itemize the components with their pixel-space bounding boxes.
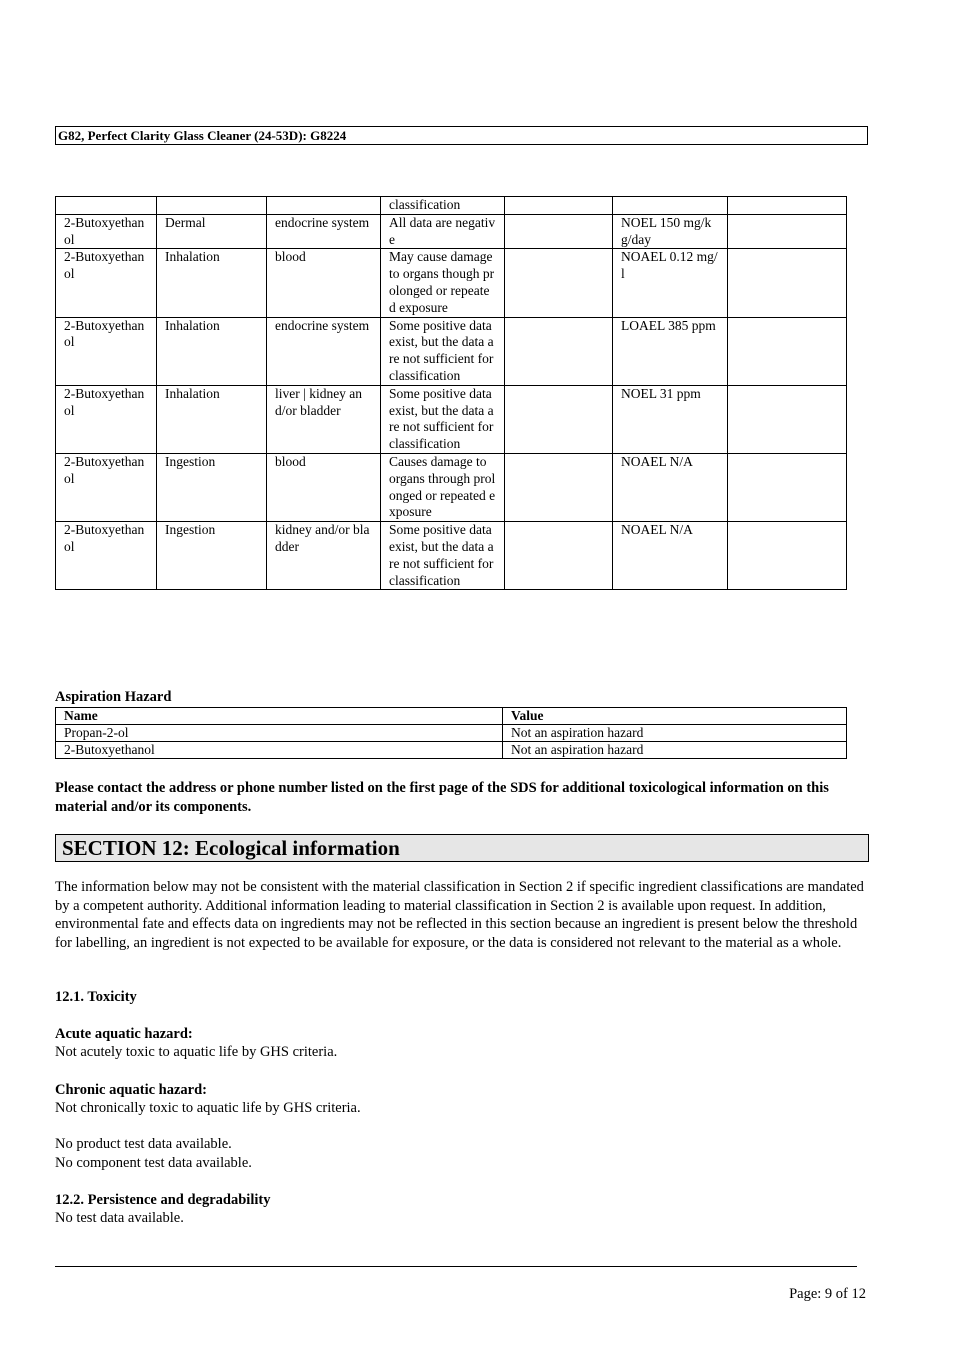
contact-note: Please contact the address or phone number listed on the first page of the SDS for additional toxicological information on this material and/or its components. — [55, 780, 829, 815]
acute-hazard-text: Not acutely toxic to aquatic life by GHS criteria. — [55, 1044, 338, 1060]
cell-value: Causes damage to organs through prolonged or repeated exposure — [381, 453, 505, 521]
cell-name: 2-Butoxyethanol — [56, 453, 157, 521]
persistence-text: No test data available. — [55, 1210, 184, 1226]
cell-species — [505, 522, 613, 590]
table-row — [56, 742, 847, 759]
aspiration-hazard-table — [55, 707, 847, 759]
cell-organ: blood — [267, 249, 381, 317]
cell-value: Not an aspiration hazard — [503, 742, 847, 759]
cell-duration — [728, 317, 847, 385]
stot-repeated-exposure-table — [55, 196, 847, 590]
cell-organ — [267, 197, 381, 215]
persistence-heading: 12.2. Persistence and degradability — [55, 1192, 271, 1208]
cell-route: Inhalation — [157, 385, 267, 453]
cell-result — [613, 197, 728, 215]
table-row — [56, 249, 847, 317]
cell-value: Not an aspiration hazard — [503, 725, 847, 742]
cell-route: Dermal — [157, 214, 267, 249]
no-product-data: No product test data available. — [55, 1136, 232, 1152]
cell-organ: kidney and/or bladder — [267, 522, 381, 590]
cell-species — [505, 385, 613, 453]
document-header: G82, Perfect Clarity Glass Cleaner (24-53D): G8224 — [55, 126, 868, 145]
table-row — [56, 522, 847, 590]
table-row — [56, 317, 847, 385]
cell-value: Some positive data exist, but the data are not sufficient for classification — [381, 522, 505, 590]
acute-hazard-heading: Acute aquatic hazard: — [55, 1026, 193, 1042]
cell-result: LOAEL 385 ppm — [613, 317, 728, 385]
table-header-row — [56, 708, 847, 725]
cell-organ: endocrine system — [267, 317, 381, 385]
cell-duration — [728, 197, 847, 215]
no-component-data: No component test data available. — [55, 1155, 252, 1171]
cell-name: Propan-2-ol — [56, 725, 503, 742]
cell-name: 2-Butoxyethanol — [56, 214, 157, 249]
cell-name: 2-Butoxyethanol — [56, 522, 157, 590]
cell-name: 2-Butoxyethanol — [56, 317, 157, 385]
cell-result: NOAEL N/A — [613, 522, 728, 590]
cell-species — [505, 453, 613, 521]
table-row — [56, 197, 847, 215]
toxicity-heading: 12.1. Toxicity — [55, 989, 137, 1005]
cell-value: Some positive data exist, but the data are not sufficient for classification — [381, 385, 505, 453]
cell-duration — [728, 385, 847, 453]
cell-name: 2-Butoxyethanol — [56, 385, 157, 453]
cell-result: NOAEL 0.12 mg/l — [613, 249, 728, 317]
cell-value: May cause damage to organs though prolonged or repeated exposure — [381, 249, 505, 317]
table-row — [56, 725, 847, 742]
cell-result: NOEL 31 ppm — [613, 385, 728, 453]
cell-duration — [728, 453, 847, 521]
table-row — [56, 214, 847, 249]
cell-species — [505, 197, 613, 215]
cell-route: Inhalation — [157, 317, 267, 385]
cell-duration — [728, 522, 847, 590]
section-12-title: SECTION 12: Ecological information — [55, 834, 869, 862]
cell-name — [56, 197, 157, 215]
chronic-hazard-text: Not chronically toxic to aquatic life by GHS criteria. — [55, 1100, 361, 1116]
table-row — [56, 453, 847, 521]
aspiration-hazard-title: Aspiration Hazard — [55, 689, 172, 705]
cell-duration — [728, 214, 847, 249]
cell-organ: liver | kidney and/or bladder — [267, 385, 381, 453]
cell-result: NOEL 150 mg/kg/day — [613, 214, 728, 249]
table-row — [56, 385, 847, 453]
cell-value: All data are negative — [381, 214, 505, 249]
page-number: Page: 9 of 12 — [789, 1286, 866, 1302]
cell-species — [505, 214, 613, 249]
cell-route: Ingestion — [157, 522, 267, 590]
cell-route: Ingestion — [157, 453, 267, 521]
column-header-name: Name — [56, 708, 503, 725]
cell-name: 2-Butoxyethanol — [56, 249, 157, 317]
cell-species — [505, 249, 613, 317]
cell-species — [505, 317, 613, 385]
section-12-intro: The information below may not be consistent with the material classification in Section 2 if specific ingredient classifications are mandated by a competent authority. Additional information leading to material classification in Section 2 is available upon request. In addition, environmental fate and effects data on ingredients may not be reflected in this section because an ingredient is present below the threshold for labelling, an ingredient is not expected to be available for exposure, or the data is considered not relevant to the material as a whole. — [55, 879, 864, 951]
column-header-value: Value — [503, 708, 847, 725]
cell-route: Inhalation — [157, 249, 267, 317]
cell-value: classification — [381, 197, 505, 215]
chronic-hazard-heading: Chronic aquatic hazard: — [55, 1082, 207, 1098]
footer-divider — [55, 1266, 857, 1267]
cell-result: NOAEL N/A — [613, 453, 728, 521]
cell-duration — [728, 249, 847, 317]
cell-name: 2-Butoxyethanol — [56, 742, 503, 759]
cell-organ: endocrine system — [267, 214, 381, 249]
cell-organ: blood — [267, 453, 381, 521]
cell-value: Some positive data exist, but the data are not sufficient for classification — [381, 317, 505, 385]
cell-route — [157, 197, 267, 215]
